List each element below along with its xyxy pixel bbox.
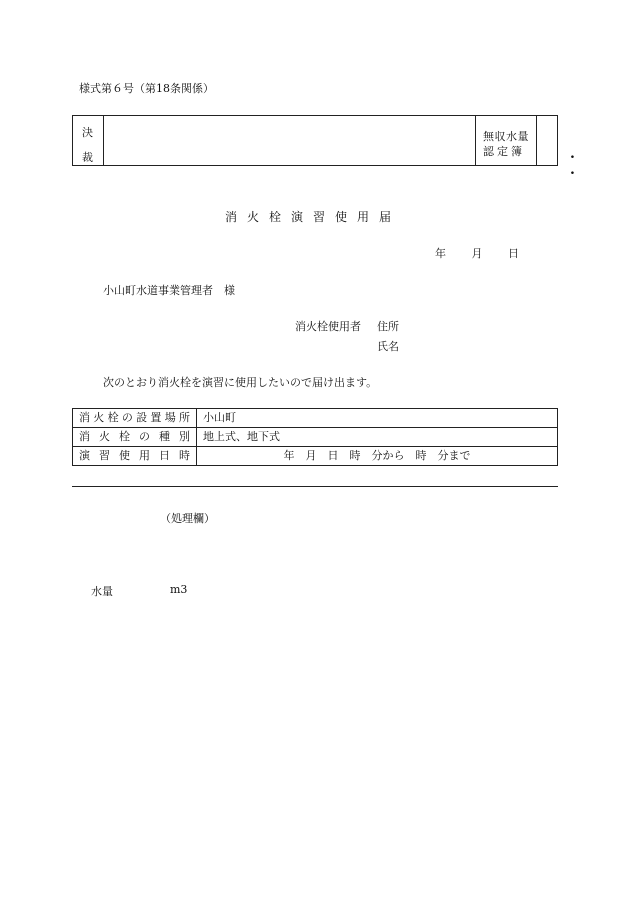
table-row xyxy=(73,428,558,447)
body-text: 次のとおり消火栓を演習に使用したいので届け出ます。 xyxy=(103,376,378,389)
address-label: 住所 xyxy=(377,320,399,333)
water-unit: m3 xyxy=(170,583,188,596)
approval-box xyxy=(72,115,589,178)
table-row xyxy=(73,409,558,428)
kessai-label-top: 決 xyxy=(82,126,93,139)
form-number: 様式第６号（第18条関係） xyxy=(79,82,214,95)
register-label-line2: 認定簿 xyxy=(483,145,525,158)
page-title: 消火栓演習使用届 xyxy=(225,210,402,224)
applicant-label: 消火栓使用者 xyxy=(295,320,361,333)
hydrant-type-label: 消火栓の種別 xyxy=(73,428,197,447)
details-table xyxy=(72,408,558,466)
location-label: 消火栓の設置場所 xyxy=(73,409,197,428)
hydrant-type-value: 地上式、地下式 xyxy=(197,428,558,447)
addressee: 小山町水道事業管理者 様 xyxy=(103,284,235,297)
register-label-cell xyxy=(476,116,537,165)
kessai-label-bottom: 裁 xyxy=(82,151,93,164)
register-date-cell xyxy=(537,116,589,178)
drill-datetime-label: 演習使用日時 xyxy=(73,447,197,466)
water-label: 水量 xyxy=(91,585,113,598)
approval-stamp-area xyxy=(104,116,476,165)
name-label: 氏名 xyxy=(377,340,399,353)
processing-label: （処理欄） xyxy=(160,512,215,525)
kessai-cell xyxy=(73,116,104,165)
location-value: 小山町 xyxy=(197,409,558,428)
drill-datetime-value: 年 月 日 時 分から 時 分まで xyxy=(197,447,558,466)
table-row xyxy=(73,447,558,466)
divider xyxy=(72,486,558,487)
register-label-line1: 無収水量 xyxy=(483,130,529,143)
register-date-dots: . . xyxy=(570,146,589,178)
date-line: 年 月 日 xyxy=(435,247,519,260)
